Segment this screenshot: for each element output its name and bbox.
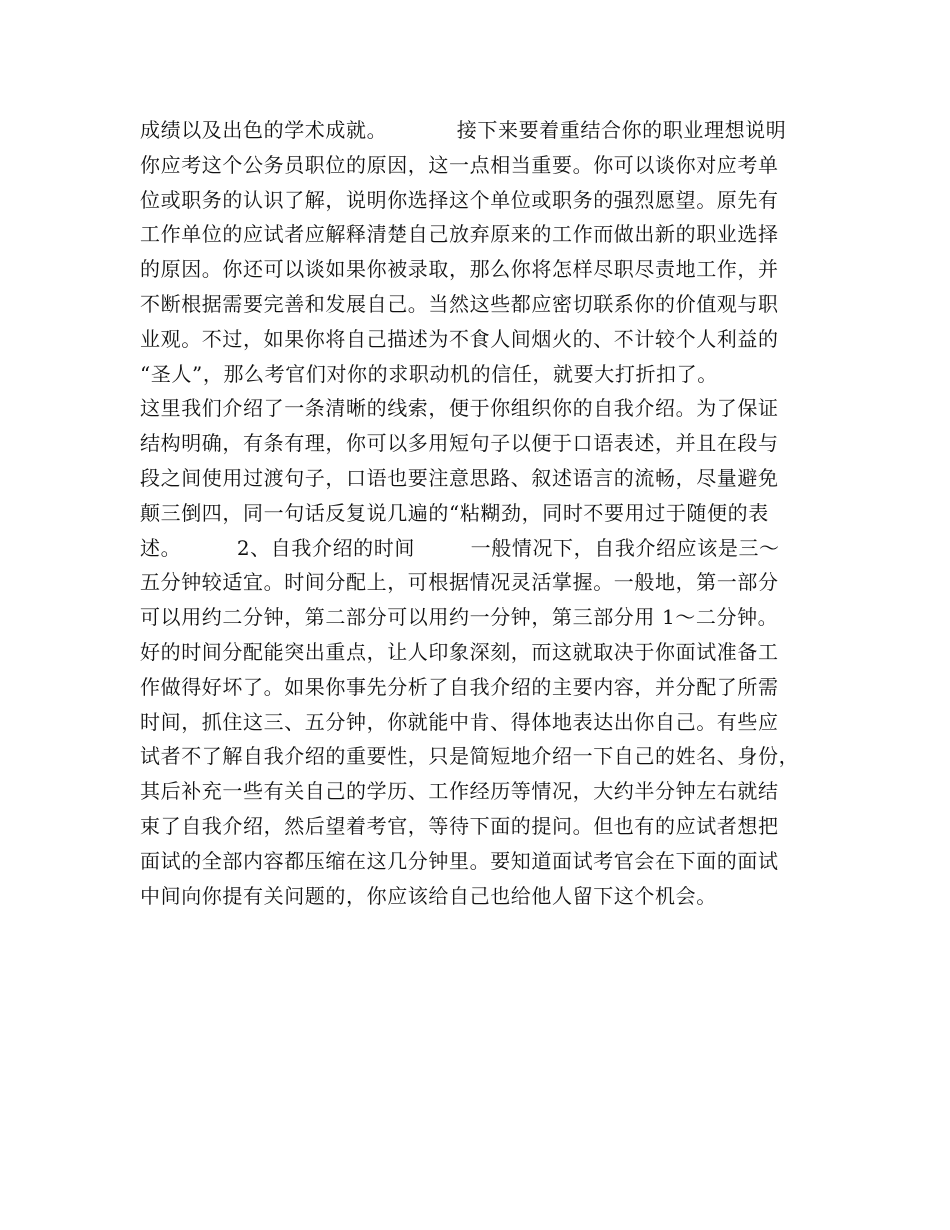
text-line-16: 好的时间分配能突出重点，让人印象深刻，而这就取决于你面试准备工 (140, 639, 779, 664)
text-line-22: 面试的全部内容都压缩在这几分钟里。要知道面试考官会在下面的面试 (140, 848, 779, 873)
text-line-23: 中间向你提有关问题的，你应该给自己也给他人留下这个机会。 (140, 883, 717, 908)
document-body-text (140, 113, 820, 913)
text-line-17: 作做得好坏了。如果你事先分析了自我介绍的主要内容，并分配了所需 (140, 674, 779, 699)
text-line-20: 其后补充一些有关自己的学历、工作经历等情况，大约半分钟左右就结 (140, 779, 779, 804)
text-line-1: 成绩以及出色的学术成就。 接下来要着重结合你的职业理想说明 (140, 118, 787, 142)
text-line-6: 不断根据需要完善和发展自己。当然这些都应密切联系你的价值观与职 (140, 291, 779, 316)
text-line-5: 的原因。你还可以谈如果你被录取，那么你将怎样尽职尽责地工作，并 (140, 257, 779, 282)
text-line-2: 你应考这个公务员职位的原因，这一点相当重要。你可以谈你对应考单 (140, 152, 779, 177)
text-line-12: 颠三倒四，同一句话反复说几遍的“粘糊劲，同时不要用过于随便的表 (140, 500, 769, 525)
text-line-14: 五分钟较适宜。时间分配上，可根据情况灵活掌握。一般地，第一部分 (140, 570, 779, 595)
text-line-19: 试者不了解自我介绍的重要性，只是简短地介绍一下自己的姓名、身份， (140, 744, 800, 769)
text-line-7: 业观。不过，如果你将自己描述为不食人间烟火的、不计较个人利益的 (140, 326, 779, 351)
text-line-21: 束了自我介绍，然后望着考官，等待下面的提问。但也有的应试者想把 (140, 813, 779, 838)
text-line-4: 工作单位的应试者应解释清楚自己放弃原来的工作而做出新的职业选择 (140, 222, 779, 247)
text-line-3: 位或职务的认识了解，说明你选择这个单位或职务的强烈愿望。原先有 (140, 187, 779, 212)
text-line-11: 段之间使用过渡句子，口语也要注意思路、叙述语言的流畅，尽量避免 (140, 465, 779, 490)
text-line-10: 结构明确，有条有理，你可以多用短句子以便于口语表述，并且在段与 (140, 431, 779, 456)
text-line-18: 时间，抓住这三、五分钟，你就能中肯、得体地表达出你自己。有些应 (140, 709, 779, 734)
text-line-9: 这里我们介绍了一条清晰的线索，便于你组织你的自我介绍。为了保证 (140, 396, 779, 421)
text-line-8: “圣人”，那么考官们对你的求职动机的信任，就要大打折扣了。 (140, 361, 718, 386)
text-line-13: 述。 2、自我介绍的时间 一般情况下，自我介绍应该是三～ (140, 535, 780, 560)
text-line-15: 可以用约二分钟，第二部分可以用约一分钟，第三部分用 1～二分钟。 (140, 605, 779, 630)
